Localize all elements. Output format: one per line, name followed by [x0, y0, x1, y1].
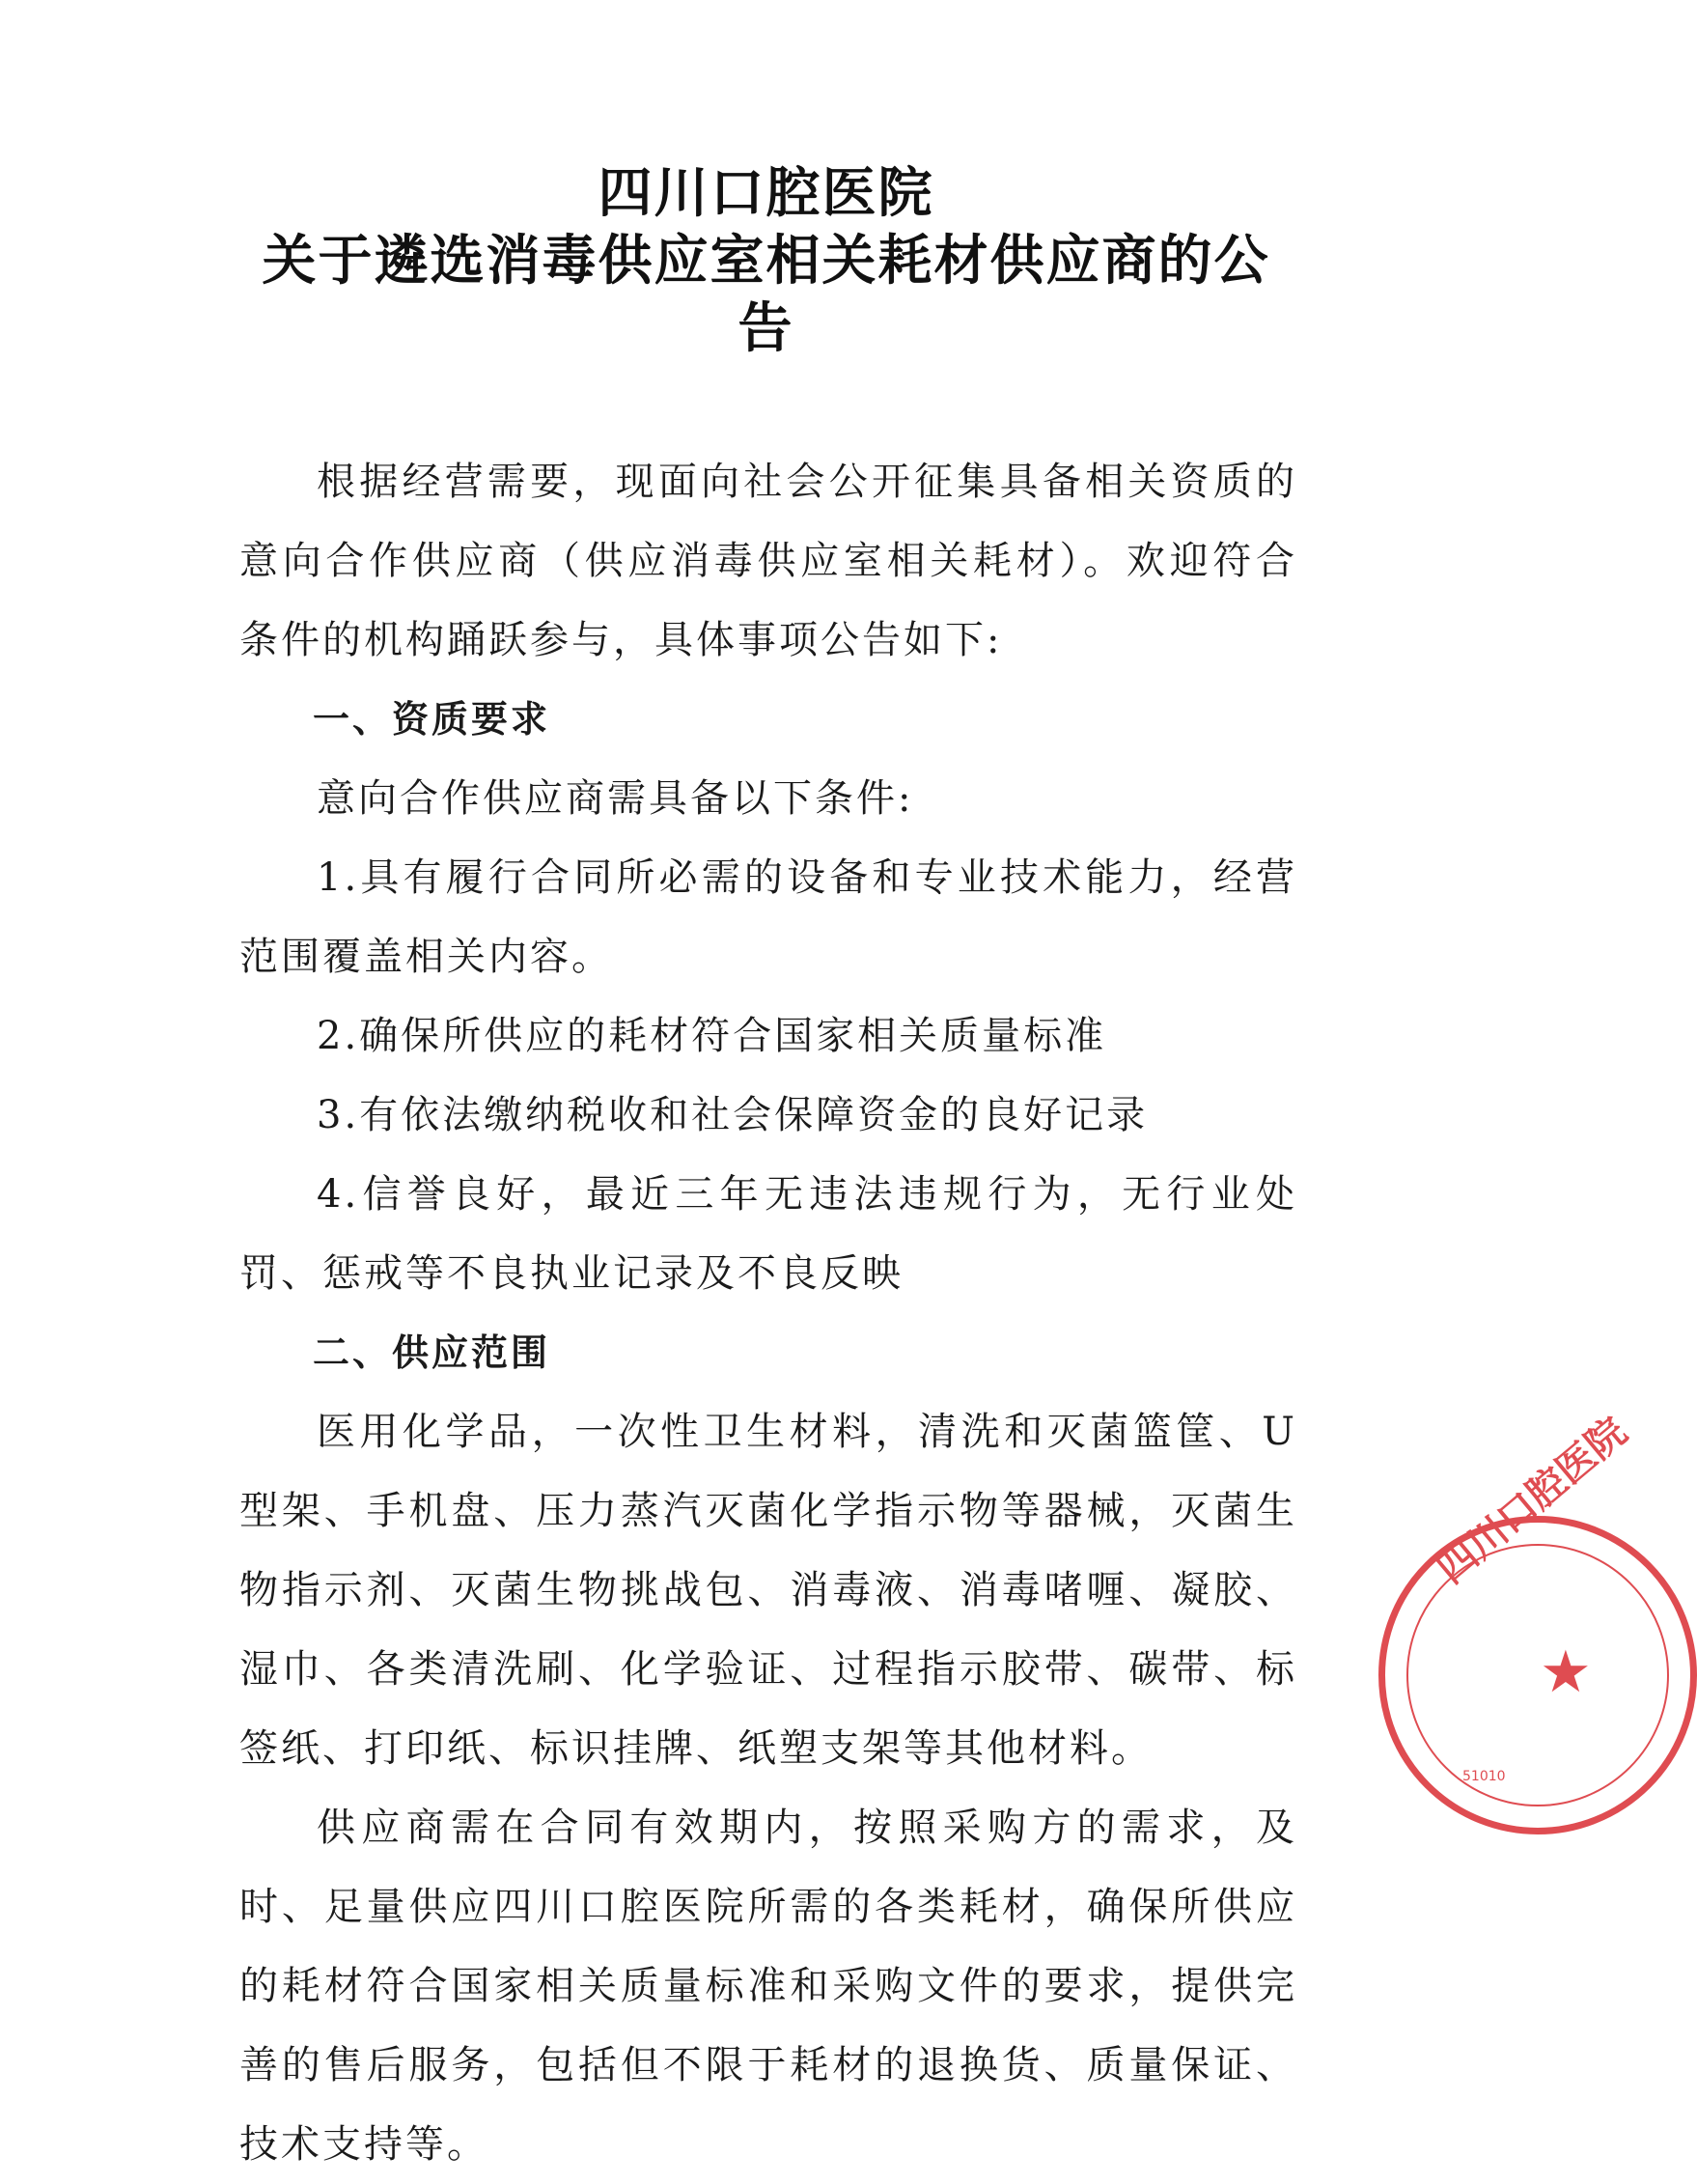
intro-paragraph: 根据经营需要，现面向社会公开征集具备相关资质的意向合作供应商（供应消毒供应室相关耗材）。欢迎符合条件的机构踊跃参与，具体事项公告如下:	[239, 460, 1297, 662]
section-heading-scope: 二、供应范围	[313, 1331, 551, 1374]
section-heading-qualification: 一、资质要求	[313, 698, 551, 741]
seal-star-icon: ★	[1540, 1638, 1592, 1706]
qualification-item-3: 3.有依法缴纳税收和社会保障资金的良好记录	[317, 1093, 1149, 1137]
scope-paragraph-1: 医用化学品，一次性卫生材料，清洗和灭菌篮筐、U型架、手机盘、压力蒸汽灭菌化学指示物等器械，灭菌生物指示剂、灭菌生物挑战包、消毒液、消毒啫喱、凝胶、湿巾、各类清洗刷、化学验证、过程指示胶带、碳带、标签纸、打印纸、标识挂牌、纸塑支架等其他材料。	[239, 1410, 1297, 1771]
qualification-item-1: 1.具有履行合同所必需的设备和专业技术能力，经营范围覆盖相关内容。	[239, 855, 1297, 979]
section1-lead: 意向合作供应商需具备以下条件:	[317, 776, 914, 821]
title-line-announcement: 关于遴选消毒供应室相关耗材供应商的公告	[262, 229, 1270, 360]
seal-code: 51010	[1462, 1769, 1506, 1784]
seal-text: 四川口腔医院	[1429, 1408, 1636, 1593]
seal-inner-ring	[1406, 1544, 1669, 1806]
document-title	[0, 159, 1532, 362]
qualification-item-2: 2.确保所供应的耗材符合国家相关质量标准	[317, 1014, 1107, 1058]
document-body	[239, 442, 1297, 2184]
title-line-hospital: 四川口腔医院	[598, 161, 934, 225]
qualification-item-4: 4.信誉良好，最近三年无违法违规行为，无行业处罚、惩戒等不良执业记录及不良反映	[239, 1172, 1297, 1296]
official-seal	[1378, 1408, 1697, 1834]
scope-paragraph-2: 供应商需在合同有效期内，按照采购方的需求，及时、足量供应四川口腔医院所需的各类耗材，确保所供应的耗材符合国家相关质量标准和采购文件的要求，提供完善的售后服务，包括但不限于耗材的退换货、质量保证、技术支持等。	[239, 1806, 1297, 2167]
